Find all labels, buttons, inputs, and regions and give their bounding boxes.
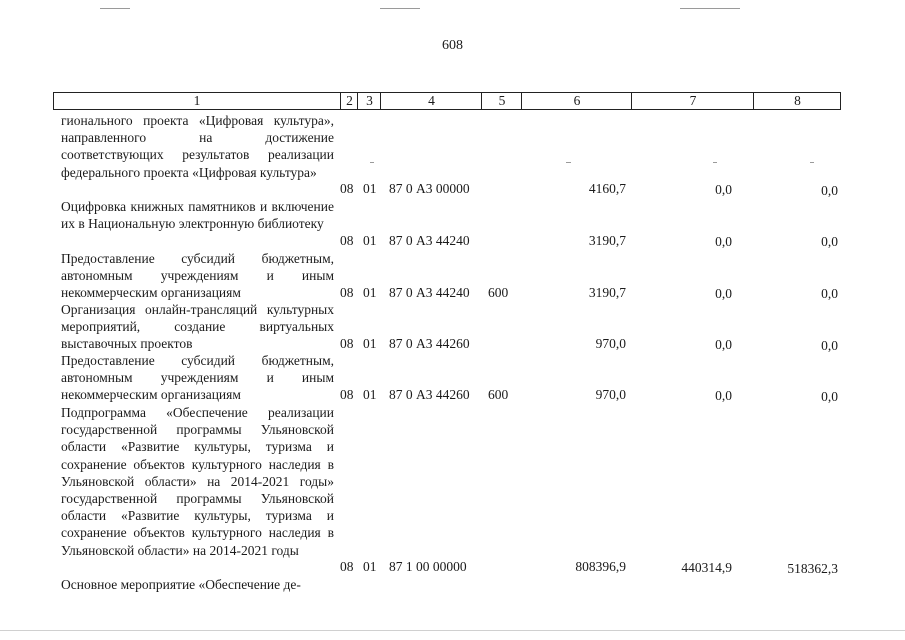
row-target-code: 87 0 А3 44240 [389, 285, 470, 300]
row-section: 08 [340, 559, 354, 574]
row-target-code: 87 0 А3 00000 [389, 181, 470, 196]
scan-speck [370, 162, 374, 163]
row-section: 08 [340, 181, 354, 196]
table-header [53, 92, 841, 110]
row-description: Оцифровка книжных памятников и включение их в Национальную электронную библиотеку [61, 199, 334, 232]
header-col-6: 6 [521, 93, 632, 109]
row-target-code: 87 0 А3 44240 [389, 233, 470, 248]
row-amount-col6: 970,0 [595, 336, 626, 351]
row-description: Подпрограмма «Обеспечение реализации государственной программы Ульяновской области «Развитие культуры, туризма и сохранение объектов культурного наследия в Ульяновской области» на 2014-2021 годы» государственной программы Ульяновской области «Развитие культуры, туризма и сохранение объектов культурного наследия в Ульяновской области» на 2014-2021 годы [61, 405, 334, 558]
row-amount-col8: 0,0 [821, 234, 838, 249]
row-target-code: 87 0 А3 44260 [389, 387, 470, 402]
scan-speck [566, 162, 571, 163]
row-expense-type: 600 [488, 285, 509, 300]
row-description: Предоставление субсидий бюджетным, автономным учреждениям и иным некоммерческим организациям [61, 251, 334, 301]
row-target-code: 87 0 А3 44260 [389, 336, 470, 351]
page-number: 608 [442, 38, 463, 53]
scan-speck [100, 8, 130, 9]
row-subsection: 01 [363, 285, 377, 300]
row-section: 08 [340, 285, 354, 300]
header-col-2: 2 [340, 93, 358, 109]
scan-speck [380, 8, 420, 9]
row-amount-col7: 440314,9 [681, 560, 732, 575]
row-amount-col7: 0,0 [715, 388, 732, 403]
row-description: Предоставление субсидий бюджетным, автономным учреждениям и иным некоммерческим организациям [61, 353, 334, 403]
row-amount-col7: 0,0 [715, 182, 732, 197]
row-amount-col6: 808396,9 [575, 559, 626, 574]
row-amount-col6: 970,0 [595, 387, 626, 402]
row-section: 08 [340, 336, 354, 351]
row-amount-col7: 0,0 [715, 286, 732, 301]
row-amount-col7: 0,0 [715, 234, 732, 249]
row-subsection: 01 [363, 181, 377, 196]
row-target-code: 87 1 00 00000 [389, 559, 467, 574]
header-col-3: 3 [357, 93, 381, 109]
header-col-4: 4 [380, 93, 482, 109]
row-subsection: 01 [363, 387, 377, 402]
header-col-5: 5 [481, 93, 522, 109]
scan-speck [713, 162, 717, 163]
row-amount-col6: 3190,7 [588, 233, 626, 248]
row-subsection: 01 [363, 233, 377, 248]
row-description: Организация онлайн-трансляций культурных мероприятий, создание виртуальных выставочных проектов [61, 302, 334, 352]
header-col-1: 1 [193, 93, 201, 108]
row-amount-col6: 4160,7 [588, 181, 626, 196]
row-subsection: 01 [363, 559, 377, 574]
header-col-8: 8 [753, 93, 841, 109]
scan-edge [0, 630, 905, 631]
row-amount-col8: 0,0 [821, 389, 838, 404]
scan-speck [810, 162, 814, 163]
row-subsection: 01 [363, 336, 377, 351]
row-section: 08 [340, 233, 354, 248]
row-amount-col8: 0,0 [821, 183, 838, 198]
row-amount-col6: 3190,7 [588, 285, 626, 300]
row-amount-col7: 0,0 [715, 337, 732, 352]
scan-speck [680, 8, 740, 9]
row-amount-col8: 518362,3 [787, 561, 838, 576]
row-amount-col8: 0,0 [821, 286, 838, 301]
row-expense-type: 600 [488, 387, 509, 402]
row-description: гионального проекта «Цифровая культура», направленного на достижение соответствующих результатов реализации федерального проекта «Цифровая культура» [61, 113, 334, 180]
header-col-7: 7 [631, 93, 754, 109]
row-amount-col8: 0,0 [821, 338, 838, 353]
row-section: 08 [340, 387, 354, 402]
row-description: Основное мероприятие «Обеспечение де- [61, 577, 301, 592]
